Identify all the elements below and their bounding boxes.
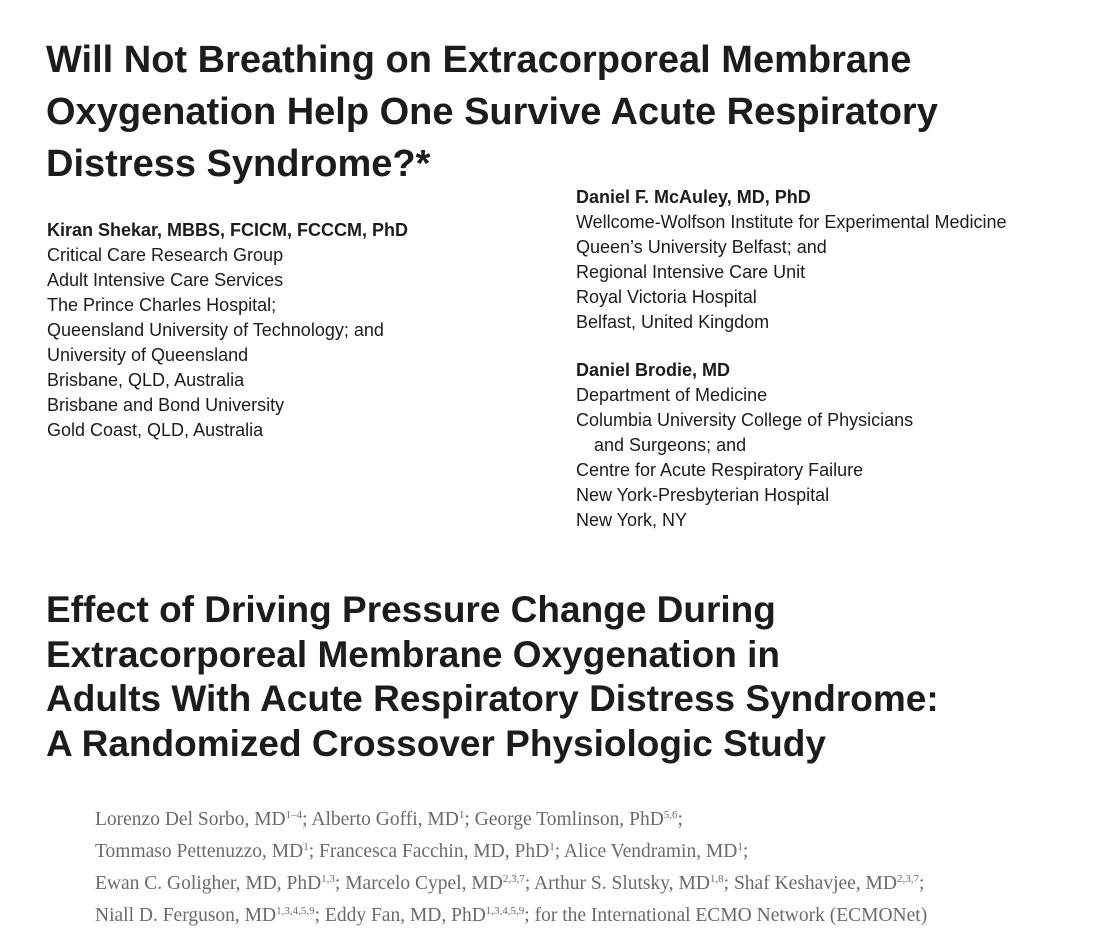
author-name: Daniel Brodie, MD: [576, 360, 731, 380]
author-text: ; Marcelo Cypel, MD: [334, 873, 503, 894]
author-name: Daniel F. McAuley, MD, PhD: [576, 187, 811, 207]
study-author-list: [95, 804, 1105, 932]
affiliation-marker: 1,3,4,5,9: [485, 905, 525, 917]
study-title-line: Effect of Driving Pressure Change During: [46, 589, 776, 630]
author-block-mcauley: [576, 185, 1007, 335]
author-text: Tommaso Pettenuzzo, MD: [95, 841, 304, 862]
author-line: [95, 804, 1105, 836]
editorial-title-line: Oxygenation Help One Survive Acute Respiratory: [46, 91, 938, 133]
affiliation-marker: 1: [737, 841, 743, 853]
affiliation-marker: 5,6: [663, 809, 678, 821]
affiliation-marker: 1–4: [285, 809, 303, 821]
affiliation-line: Royal Victoria Hospital: [576, 287, 757, 307]
affiliation-line: New York-Presbyterian Hospital: [576, 485, 830, 505]
author-line: [95, 900, 1105, 932]
editorial-title-line: Distress Syndrome?*: [46, 143, 431, 185]
affiliation-line: Brisbane, QLD, Australia: [47, 370, 245, 390]
affiliation-marker: 1: [458, 809, 465, 821]
affiliation-line: The Prince Charles Hospital;: [47, 295, 277, 315]
author-text: ; Eddy Fan, MD, PhD: [314, 905, 486, 926]
author-text: ; Shaf Keshavjee, MD: [723, 873, 897, 894]
affiliation-line: Regional Intensive Care Unit: [576, 262, 806, 282]
author-text: ; Alice Vendramin, MD: [554, 841, 738, 862]
affiliation-line: New York, NY: [576, 510, 688, 530]
study-title: [46, 588, 1106, 766]
affiliation-marker: 1,8: [709, 873, 724, 885]
affiliation-line: Critical Care Research Group: [47, 245, 284, 265]
study-title-line: Adults With Acute Respiratory Distress Syndrome:: [46, 678, 939, 719]
author-text: Ewan C. Goligher, MD, PhD: [95, 873, 322, 894]
affiliation-line: Gold Coast, QLD, Australia: [47, 420, 264, 440]
author-text: ; Alberto Goffi, MD: [302, 809, 459, 830]
affiliation-line: Brisbane and Bond University: [47, 395, 285, 415]
author-text: ; Francesca Facchin, MD, PhD: [308, 841, 550, 862]
affiliation-line: Belfast, United Kingdom: [576, 312, 770, 332]
author-text: ;: [677, 809, 683, 830]
study-title-line: A Randomized Crossover Physiologic Study: [46, 722, 826, 764]
author-line: [95, 836, 1105, 868]
affiliation-line: University of Queensland: [47, 345, 249, 365]
author-line: [95, 868, 1105, 900]
editorial-title: [46, 34, 1106, 190]
affiliation-line: and Surgeons; and: [594, 435, 747, 455]
affiliation-line: Queensland University of Technology; and: [47, 320, 384, 340]
author-name: Kiran Shekar, MBBS, FCICM, FCCCM, PhD: [47, 220, 409, 240]
affiliation-marker: 2,3,7: [896, 873, 919, 885]
author-block-shekar: [47, 218, 408, 443]
author-text: ; George Tomlinson, PhD: [464, 809, 664, 830]
author-text: ; Arthur S. Slutsky, MD: [524, 873, 710, 894]
author-text: Lorenzo Del Sorbo, MD: [95, 809, 286, 830]
affiliation-line: Columbia University College of Physicians: [576, 410, 914, 430]
author-text: ;: [918, 873, 925, 894]
author-text: ; for the International ECMO Network (ECMONet): [524, 905, 928, 926]
author-text: ;: [742, 841, 749, 862]
affiliation-marker: 1: [303, 841, 309, 853]
affiliation-marker: 1,3: [321, 873, 335, 885]
affiliation-line: Wellcome-Wolfson Institute for Experimental Medicine: [576, 212, 1007, 232]
study-title-line: Extracorporeal Membrane Oxygenation in: [46, 633, 781, 675]
editorial-title-line: Will Not Breathing on Extracorporeal Membrane: [46, 39, 912, 81]
affiliation-line: Department of Medicine: [576, 385, 768, 405]
affiliation-marker: 1: [549, 841, 555, 853]
affiliation-marker: 2,3,7: [502, 873, 525, 885]
author-text: Niall D. Ferguson, MD: [95, 905, 277, 926]
affiliation-line: Centre for Acute Respiratory Failure: [576, 460, 864, 480]
affiliation-marker: 1,3,4,5,9: [276, 905, 315, 917]
affiliation-line: Adult Intensive Care Services: [47, 270, 284, 290]
author-block-brodie: [576, 358, 913, 533]
affiliation-line: Queen’s University Belfast; and: [576, 237, 827, 257]
